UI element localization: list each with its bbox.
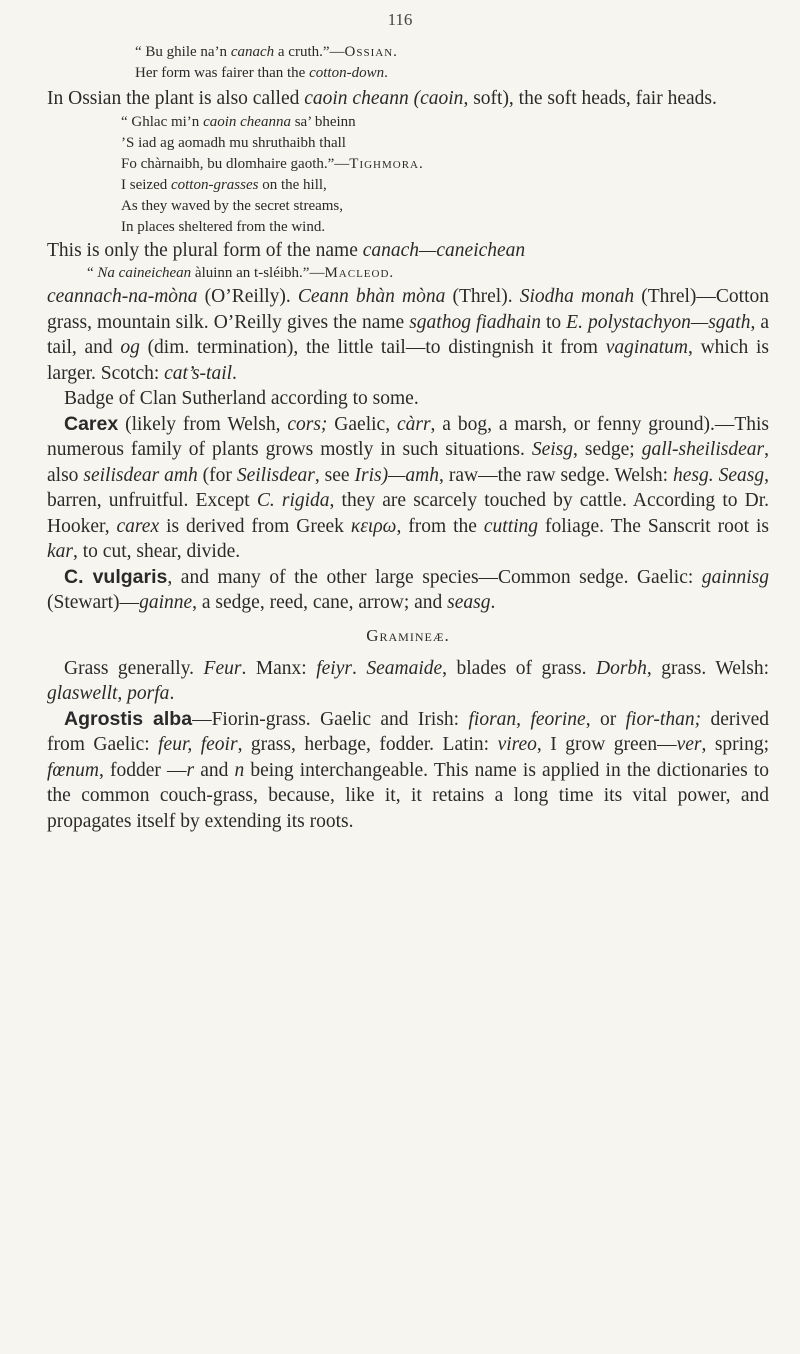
text-run: . [384,65,388,81]
text-run: gainnisg [701,566,769,588]
quote-ossian [135,42,769,84]
text-run: ver [676,734,702,755]
text-run: . [389,265,394,281]
text-run: , fodder — [99,759,187,781]
text-run: Seamaide [366,657,443,679]
text-run: E. polystachyon—sgath [566,311,751,333]
text-run: Iris)—amh [354,464,440,486]
text-run: , and many of the other large species—Common sedge. Gaelic: [167,566,702,588]
text-run: carex [116,515,160,537]
text-run: , from the [396,515,484,537]
text-run: , which is larger. Scotch: [47,337,769,384]
text-run: hesg. Seasg [673,464,765,486]
text-run: . [351,657,367,679]
quote-line: In places sheltered from the wind. [121,218,326,235]
quote-line: As they waved by the secret streams, [121,197,344,214]
paragraph [47,238,769,264]
text-run: derived from Gaelic: [47,708,769,755]
text-run: seilisdear amh [83,464,198,486]
text-run: . [232,362,237,384]
text-run: “ Ghlac mi’n [121,113,204,130]
text-run: , soft), the soft heads, fair heads. [463,88,717,109]
text-run: (dim. termination), the little tail—to distingnish it from [139,337,606,358]
text-run: Fo chàrnaibh, bu dlomhaire gaoth.”— [121,155,350,172]
text-run: , also [47,439,769,486]
quote-line [135,42,769,63]
quote-line [121,154,769,175]
species-name: Agrostis alba [64,707,193,730]
text-run: fioran, feorine [468,708,586,730]
text-run: kar [47,541,73,562]
quote-line [121,175,769,196]
text-run: , a sedge, reed, cane, arrow; and [192,592,448,613]
paragraph: Badge of Clan Sutherland according to some. [64,388,419,409]
page-text [47,42,769,834]
text-run: feiyr [316,657,352,679]
text-run: —Fiorin-grass. Gaelic and Irish: [192,708,469,730]
text-run: cotton-grasses [170,176,259,193]
paragraph [47,656,769,707]
text-run: glaswellt, porfa [47,683,170,704]
paragraph [47,284,769,386]
text-run: Seilisdear [236,464,315,486]
text-run: , grass, herbage, fodder. Latin: [237,734,498,755]
text-run: “ [87,265,98,281]
text-run: n [234,759,245,781]
text-run: og [120,337,140,358]
text-run: (likely from Welsh, [118,413,288,435]
page-number: 116 [387,10,413,29]
text-run: cat’s-tail [164,362,233,384]
text-run: seasg [447,592,491,613]
text-run: , or [585,708,626,730]
text-run: , see [314,464,355,486]
text-run: . [490,592,496,613]
text-run: , grass. Welsh: [646,657,770,679]
text-run: . Manx: [241,657,317,679]
quote-line [121,112,769,133]
text-run: (for [197,464,237,486]
text-run: , I grow green— [536,734,677,755]
text-run: cotton-down [309,65,385,81]
text-run: , to cut, shear, divide. [73,541,241,562]
text-run: (O’Reilly). [197,286,298,307]
text-run: Seisg [531,439,574,460]
text-run: is derived from Greek [159,515,351,537]
paragraph [47,565,769,616]
species-name: C. vulgaris [64,565,168,588]
text-run: , spring; [701,734,769,755]
text-run: and [194,759,235,781]
text-run: gall-sheilisdear [641,439,765,460]
text-run: (Threl). [445,286,520,307]
text-run: foliage. The Sanscrit root is [538,515,769,537]
text-run: being interchangeable. This name is applied in the dictionaries to the common couch-grass, because, like it, it retains a long time its vital power, and propagates itself by extending its roots. [47,759,769,832]
text-run: . [169,683,175,704]
text-run: I seized [121,176,171,193]
text-run: a cruth.”— [274,44,345,60]
text-run: sa’ bheinn [290,113,356,130]
text-run: , sedge; [573,439,642,460]
quote-macleod [87,263,769,284]
attribution: Macleod [324,265,390,281]
text-run: , raw—the raw sedge. Welsh: [439,464,674,486]
text-run: gainne [139,592,193,613]
paragraph [47,86,769,112]
text-run: Her form was fairer than the [135,65,310,81]
text-run: sgathog fiadhain [409,311,541,333]
text-run: Ceann bhàn mòna [297,286,446,307]
text-run: vireo [497,734,537,755]
text-run: cutting [483,515,539,537]
text-run: caoin cheanna [203,113,291,130]
text-run: Grass generally. [64,657,204,679]
text-run: This is only the plural form of the name [47,239,363,261]
text-run: (Threl)—Cotton grass, mountain silk. O’Reilly gives the name [47,286,770,333]
text-run: àluinn an t-sléibh.”— [191,265,325,281]
quote-tighmora [121,112,769,238]
attribution: Tighmora [349,155,419,172]
text-run: cors; [287,413,328,435]
text-run: Siodha monah [519,286,635,307]
attribution: Ossian [344,44,394,60]
text-run: caoin cheann (caoin [304,88,464,109]
paragraph [47,707,769,835]
text-run: vaginatum [605,337,689,358]
text-run: on the hill, [258,176,327,193]
text-run: Dorbh [595,657,647,679]
text-run: κειρω [350,515,397,537]
text-run: , a bog, a marsh, or fenny ground).—This numerous family of plants grows mostly in such situations. [47,413,769,460]
text-run: Na caineichean [97,265,192,281]
text-run: , they are scarcely touched by cattle. According to Dr. Hooker, [47,490,770,537]
text-run: fœnum [47,759,100,781]
quote-line: ’S iad ag aomadh mu shruthaibh thall [121,134,346,151]
text-run: r [186,759,195,781]
text-run: canach—caneichean [362,239,526,261]
text-run: fior-than; [625,708,702,730]
genus-name: Carex [64,412,119,435]
text-run: , barren, unfruitful. Except [47,464,769,511]
text-run: Gaelic, [327,413,397,435]
text-run: càrr [396,413,431,435]
section-heading: Gramineæ. [366,625,450,645]
text-run: to [540,311,567,333]
text-run: , a tail, and [47,311,769,358]
text-run: “ Bu ghile na’n [135,44,231,60]
text-run: feur, feoir [158,734,238,755]
text-run: canach [230,44,275,60]
quote-line [135,63,769,84]
paragraph [47,412,769,565]
text-run: (Stewart)— [47,592,140,613]
text-run: Feur [203,657,242,679]
text-run: , blades of grass. [442,657,596,679]
text-run: In Ossian the plant is also called [47,88,305,109]
text-run: C. rigida [256,490,330,511]
text-run: ceannach-na-mòna [47,286,198,307]
text-run: . [393,44,397,60]
text-run: . [419,155,423,172]
